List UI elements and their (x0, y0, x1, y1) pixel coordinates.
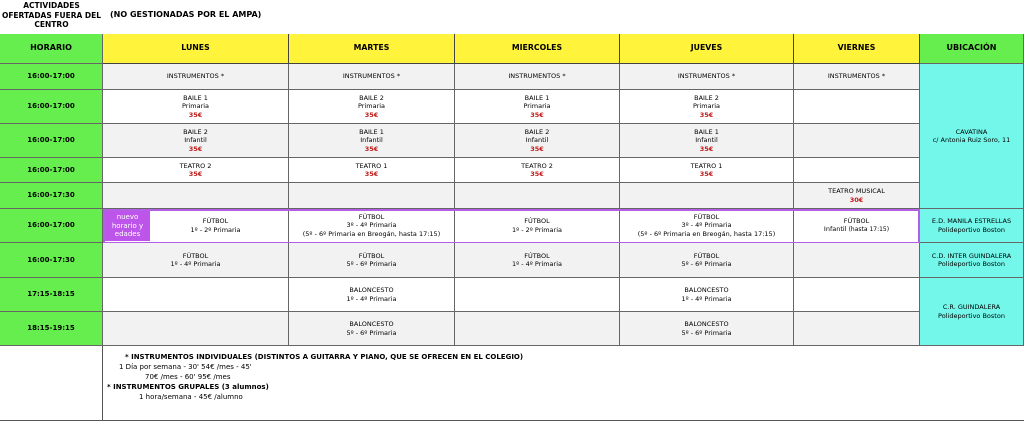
location-name: C.D. INTER GUINDALERA (931, 251, 1012, 260)
activity-cell (455, 243, 620, 278)
activity-name: BALONCESTO (349, 286, 394, 294)
notes-divider (102, 346, 103, 421)
activity-cell (289, 124, 455, 158)
location-inter (920, 243, 1024, 278)
activity-cell (289, 243, 455, 278)
activity-name: INSTRUMENTOS * (166, 72, 225, 81)
activity-name: FÚTBOL (202, 217, 229, 225)
activity-level: 1º - 4º Primaria (170, 260, 221, 268)
empty-cell (103, 183, 289, 209)
activity-cell (103, 90, 289, 124)
activity-name: INSTRUMENTOS * (827, 72, 886, 81)
time-cell: 16:00-17:00 (0, 209, 103, 243)
activity-name: INSTRUMENTOS * (677, 72, 736, 81)
activity-cell (620, 243, 794, 278)
location-name: CAVATINA (955, 127, 988, 136)
activity-cell (620, 278, 794, 312)
activity-name: TEATRO 2 (179, 161, 212, 170)
activity-name: FÚTBOL (358, 212, 385, 221)
time-cell: 16:00-17:30 (0, 183, 103, 209)
activity-cell (620, 64, 794, 90)
location-name: E.D. MANILA ESTRELLAS (931, 217, 1012, 225)
activity-cell (620, 158, 794, 183)
activity-name: FÚTBOL (182, 251, 209, 260)
activity-name: FÚTBOL (693, 212, 720, 221)
activity-name: FÚTBOL (843, 216, 870, 225)
activity-cell (289, 64, 455, 90)
column-header-viernes: VIERNES (794, 34, 920, 64)
location-cavatina (920, 64, 1024, 209)
empty-cell (103, 278, 289, 312)
instruments-individual-title: * INSTRUMENTOS INDIVIDUALES (DISTINTOS A GUITARRA Y PIANO, QUE SE OFRECEN EN EL COLEGIO) (125, 353, 524, 361)
activity-level: Primaria (357, 102, 386, 111)
activity-cell (289, 278, 455, 312)
location-guindalera (920, 278, 1024, 346)
activity-level: 1º - 4º Primaria (511, 260, 562, 268)
activity-level: Infantil (525, 136, 549, 145)
empty-cell (455, 183, 620, 209)
empty-cell (794, 312, 920, 346)
activity-level: Infantil (695, 136, 718, 145)
activity-price: 35€ (364, 110, 379, 119)
instruments-individual-pricing-2: 70€ /mes - 60' 95€ /mes (145, 373, 231, 381)
activity-cell (289, 209, 455, 243)
activity-price: 35€ (364, 144, 379, 153)
activity-price: 35€ (699, 144, 714, 153)
activity-cell (455, 90, 620, 124)
empty-cell (794, 90, 920, 124)
activity-cell (620, 209, 794, 243)
activity-extra: (5º - 6º Primaria en Breogán, hasta 17:15) (637, 229, 776, 238)
activity-name: FÚTBOL (358, 251, 385, 260)
instruments-group-pricing: 1 hora/semana - 45€ /alumno (139, 393, 243, 401)
location-address: c/ Antonia Ruiz Soro, 11 (932, 136, 1011, 144)
activity-cell (455, 124, 620, 158)
time-cell: 16:00-17:00 (0, 64, 103, 90)
activity-level: 5º - 6º Primaria (346, 328, 397, 337)
activity-level: Primaria (692, 102, 721, 111)
activity-price: 35€ (188, 144, 203, 153)
activity-level: 3º - 4º Primaria (681, 221, 732, 230)
empty-cell (620, 183, 794, 209)
activity-name: TEATRO 1 (690, 161, 723, 170)
column-header-martes: MARTES (289, 34, 455, 64)
activity-cell (794, 64, 920, 90)
activity-price: 35€ (530, 110, 544, 119)
activity-cell (103, 124, 289, 158)
activity-name: TEATRO 1 (355, 161, 388, 170)
activity-cell (794, 209, 920, 243)
activity-name: BAILE 2 (183, 127, 208, 136)
notes-block (105, 352, 705, 402)
activity-level: 3º - 4º Primaria (346, 221, 397, 230)
activity-name: INSTRUMENTOS * (508, 72, 566, 81)
time-cell: 16:00-17:30 (0, 243, 103, 278)
activity-price: 35€ (699, 110, 714, 119)
activity-name: INSTRUMENTOS * (342, 72, 401, 81)
time-cell: 16:00-17:00 (0, 158, 103, 183)
activity-cell (620, 312, 794, 346)
activity-name: TEATRO 2 (521, 161, 553, 170)
column-header-horario: HORARIO (0, 34, 103, 64)
activity-name: BAILE 1 (183, 93, 208, 102)
activity-level: Infantil (360, 136, 383, 145)
location-manila (920, 209, 1024, 243)
activity-level: Infantil (823, 225, 847, 233)
activity-cell (103, 158, 289, 183)
column-header-jueves: JUEVES (620, 34, 794, 64)
empty-cell (455, 278, 620, 312)
activity-name: BAILE 1 (359, 127, 384, 136)
activity-level: 5º - 6º Primaria (681, 328, 732, 337)
activity-name: BAILE 2 (694, 93, 719, 102)
activity-extra: (5º - 6º Primaria en Breogán, hasta 17:15) (302, 229, 441, 238)
empty-cell (794, 278, 920, 312)
activity-name: BAILE 2 (359, 93, 384, 102)
activity-level: 1º - 4º Primaria (346, 294, 397, 303)
activity-cell (289, 158, 455, 183)
location-place: Polideportivo Boston (938, 225, 1005, 234)
activity-price: 35€ (364, 170, 379, 178)
instruments-individual-pricing: 1 Día por semana - 30' 54€ /mes - 45' (119, 363, 252, 371)
instruments-group-title: * INSTRUMENTOS GRUPALES (3 alumnos) (107, 383, 269, 391)
time-cell: 18:15-19:15 (0, 312, 103, 346)
column-header-lunes: LUNES (103, 34, 289, 64)
activity-cell (620, 90, 794, 124)
time-cell: 16:00-17:00 (0, 90, 103, 124)
location-place: Polideportivo Boston (938, 311, 1005, 320)
activity-name: BAILE 1 (524, 93, 550, 102)
activity-name: BALONCESTO (349, 320, 394, 328)
activity-cell (289, 90, 455, 124)
activity-name: BAILE 2 (524, 127, 550, 136)
activity-cell (455, 209, 620, 243)
activity-level: 5º - 6º Primaria (681, 260, 732, 268)
activity-cell (620, 124, 794, 158)
new-schedule-badge: nuevo horario y edades (105, 211, 150, 241)
empty-cell (103, 312, 289, 346)
empty-cell (289, 183, 455, 209)
activity-cell (103, 243, 289, 278)
time-cell: 16:00-17:00 (0, 124, 103, 158)
empty-cell (794, 158, 920, 183)
activity-extra: (hasta 17:15) (848, 226, 890, 233)
activity-name: BALONCESTO (684, 320, 729, 328)
activity-level: 1º - 2º Primaria (511, 225, 562, 234)
activity-name: TEATRO MUSICAL (828, 187, 885, 195)
activity-cell (794, 183, 920, 209)
location-name: C.R. GUINDALERA (942, 303, 1001, 311)
activity-price: 35€ (530, 170, 544, 178)
activity-cell (103, 64, 289, 90)
activity-name: FÚTBOL (524, 251, 550, 260)
activity-level: Infantil (184, 136, 207, 145)
empty-cell (794, 243, 920, 278)
activity-cell (289, 312, 455, 346)
activity-cell (455, 64, 620, 90)
activity-price: 30€ (849, 195, 864, 204)
activity-level: 5º - 6º Primaria (346, 260, 397, 268)
activity-cell (455, 158, 620, 183)
activity-price: 35€ (699, 170, 714, 178)
activity-price: 35€ (188, 110, 203, 119)
location-place: Polideportivo Boston (938, 260, 1005, 268)
activity-price: 35€ (188, 170, 203, 178)
activity-name: FÚTBOL (524, 217, 550, 225)
activity-name: BALONCESTO (684, 286, 729, 294)
document-note: (NO GESTIONADAS POR EL AMPA) (110, 10, 262, 19)
activity-price: 35€ (530, 144, 544, 153)
empty-cell (794, 124, 920, 158)
activity-level: 1º - 2º Primaria (190, 225, 241, 234)
document-title: ACTIVIDADES OFERTADAS FUERA DEL CENTRO (1, 1, 102, 29)
activity-name: FÚTBOL (693, 251, 720, 260)
empty-cell (455, 312, 620, 346)
activity-name: BAILE 1 (694, 127, 719, 136)
activity-level: Primaria (181, 102, 210, 111)
activity-level: Primaria (523, 102, 551, 111)
column-header-miercoles: MIERCOLES (455, 34, 620, 64)
time-cell: 17:15-18:15 (0, 278, 103, 312)
column-header-ubicacion: UBICACIÓN (920, 34, 1024, 64)
activity-level: 1º - 4º Primaria (681, 294, 732, 303)
